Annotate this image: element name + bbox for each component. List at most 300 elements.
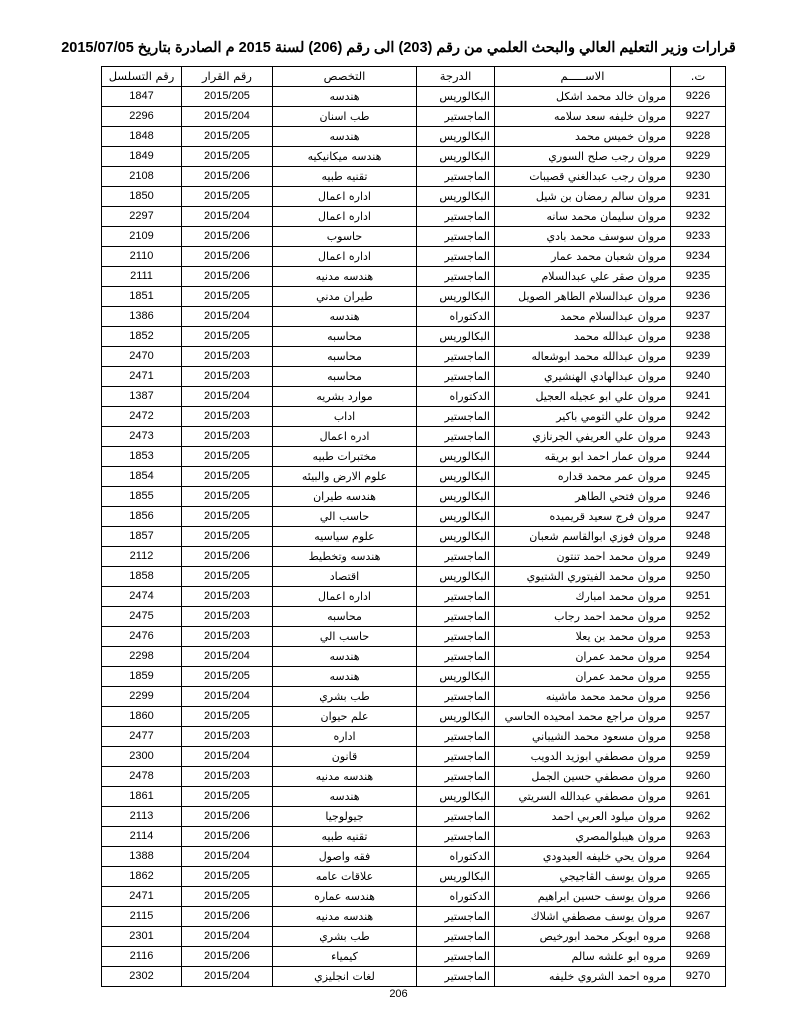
cell-specialization: اداره اعمال [273,247,417,267]
cell-name: مروان علي العريفي الجرنازي [495,427,671,447]
cell-name: مروان خالد محمد اشكل [495,87,671,107]
cell-degree: البكالوريس [417,327,495,347]
cell-serial-number: 1850 [102,187,182,207]
cell-decision-number: 2015/203 [182,367,273,387]
cell-decision-number: 2015/203 [182,407,273,427]
table-row [102,707,726,727]
cell-decision-number: 2015/206 [182,907,273,927]
cell-name: مروان محمد امبارك [495,587,671,607]
cell-specialization: علوم سياسيه [273,527,417,547]
cell-no: 9233 [671,227,726,247]
cell-name: مروان مصطفي عبدالله السريتي [495,787,671,807]
table-row [102,767,726,787]
cell-degree: البكالوريس [417,527,495,547]
cell-decision-number: 2015/205 [182,567,273,587]
cell-serial-number: 2471 [102,367,182,387]
cell-name: مروان رجب عبدالغني قصيبات [495,167,671,187]
cell-specialization: هندسه مدنيه [273,907,417,927]
cell-decision-number: 2015/205 [182,467,273,487]
table-row [102,487,726,507]
cell-no: 9259 [671,747,726,767]
cell-degree: البكالوريس [417,867,495,887]
cell-degree: البكالوريس [417,127,495,147]
cell-degree: الماجستير [417,227,495,247]
cell-specialization: هندسه عماره [273,887,417,907]
cell-name: مروان يوسف حسين ابراهيم [495,887,671,907]
cell-decision-number: 2015/205 [182,507,273,527]
cell-name: مروان عمر محمد قداره [495,467,671,487]
cell-degree: الماجستير [417,547,495,567]
cell-decision-number: 2015/204 [182,107,273,127]
table-row [102,227,726,247]
table-row [102,467,726,487]
cell-decision-number: 2015/204 [182,747,273,767]
cell-serial-number: 2116 [102,947,182,967]
cell-specialization: ادره اعمال [273,427,417,447]
cell-no: 9260 [671,767,726,787]
cell-decision-number: 2015/203 [182,347,273,367]
cell-specialization: حاسب الي [273,507,417,527]
cell-serial-number: 2114 [102,827,182,847]
cell-name: مروان هيبلوالمصري [495,827,671,847]
cell-serial-number: 1853 [102,447,182,467]
cell-decision-number: 2015/206 [182,227,273,247]
table-row [102,607,726,627]
cell-no: 9268 [671,927,726,947]
cell-specialization: طب اسنان [273,107,417,127]
cell-name: مروه ابوبكر محمد ابورخيص [495,927,671,947]
table-row [102,247,726,267]
table-row [102,527,726,547]
cell-serial-number: 1848 [102,127,182,147]
cell-specialization: هندسه [273,87,417,107]
cell-specialization: علاقات عامه [273,867,417,887]
cell-serial-number: 2472 [102,407,182,427]
cell-name: مروان عبدالهادي الهنشيري [495,367,671,387]
cell-name: مروان محمد بن يعلا [495,627,671,647]
cell-no: 9253 [671,627,726,647]
graduates-table [101,66,726,987]
cell-name: مروان محمد احمد رجاب [495,607,671,627]
table-row [102,667,726,687]
cell-specialization: كيمياء [273,947,417,967]
cell-degree: البكالوريس [417,467,495,487]
cell-serial-number: 2112 [102,547,182,567]
cell-degree: الماجستير [417,827,495,847]
cell-name: مروان عبدالسلام الطاهر الصويل [495,287,671,307]
cell-no: 9262 [671,807,726,827]
cell-specialization: محاسبه [273,327,417,347]
cell-specialization: حاسب الي [273,627,417,647]
cell-serial-number: 2111 [102,267,182,287]
cell-name: مروان شعبان محمد عمار [495,247,671,267]
cell-specialization: طيران مدني [273,287,417,307]
cell-decision-number: 2015/205 [182,287,273,307]
cell-serial-number: 1388 [102,847,182,867]
cell-serial-number: 2296 [102,107,182,127]
cell-degree: البكالوريس [417,287,495,307]
cell-serial-number: 2478 [102,767,182,787]
cell-degree: الماجستير [417,607,495,627]
cell-no: 9246 [671,487,726,507]
cell-no: 9269 [671,947,726,967]
cell-name: مروان محمد احمد تنتون [495,547,671,567]
header-no: ت. [671,67,726,87]
table-row [102,287,726,307]
cell-serial-number: 2474 [102,587,182,607]
table-row [102,647,726,667]
cell-specialization: اداره اعمال [273,207,417,227]
cell-specialization: هندسه وتخطيط [273,547,417,567]
cell-degree: البكالوريس [417,487,495,507]
header-serial-number: رقم التسلسل [102,67,182,87]
cell-no: 9258 [671,727,726,747]
cell-decision-number: 2015/203 [182,727,273,747]
cell-degree: الماجستير [417,107,495,127]
cell-specialization: اداب [273,407,417,427]
cell-serial-number: 2299 [102,687,182,707]
table-row [102,507,726,527]
cell-decision-number: 2015/204 [182,647,273,667]
cell-serial-number: 1862 [102,867,182,887]
header-degree: الدرجة [417,67,495,87]
cell-degree: الماجستير [417,587,495,607]
cell-name: مروان علي ابو عجيله العجيل [495,387,671,407]
cell-no: 9267 [671,907,726,927]
table-body [102,87,726,987]
cell-decision-number: 2015/205 [182,327,273,347]
cell-name: مروان صقر علي عبدالسلام [495,267,671,287]
cell-serial-number: 1855 [102,487,182,507]
table-row [102,687,726,707]
cell-name: مروان رجب صلح السوري [495,147,671,167]
cell-no: 9245 [671,467,726,487]
table-row [102,787,726,807]
cell-no: 9257 [671,707,726,727]
cell-degree: الماجستير [417,267,495,287]
cell-degree: البكالوريس [417,507,495,527]
cell-specialization: طب بشري [273,687,417,707]
cell-decision-number: 2015/206 [182,247,273,267]
cell-serial-number: 2297 [102,207,182,227]
cell-serial-number: 1861 [102,787,182,807]
table-row [102,807,726,827]
cell-specialization: محاسبه [273,607,417,627]
cell-specialization: هندسه [273,127,417,147]
table-row [102,267,726,287]
cell-serial-number: 2113 [102,807,182,827]
table-row [102,567,726,587]
cell-no: 9228 [671,127,726,147]
cell-degree: الدكتوراه [417,887,495,907]
header-specialization: التخصص [273,67,417,87]
cell-degree: البكالوريس [417,567,495,587]
cell-decision-number: 2015/205 [182,447,273,467]
table-row [102,627,726,647]
table-row [102,107,726,127]
cell-decision-number: 2015/206 [182,827,273,847]
cell-name: مروان محمد عمران [495,667,671,687]
cell-no: 9236 [671,287,726,307]
table-row [102,587,726,607]
cell-specialization: طب بشري [273,927,417,947]
cell-no: 9261 [671,787,726,807]
cell-decision-number: 2015/205 [182,707,273,727]
table-row [102,727,726,747]
document-title: قرارات وزير التعليم العالي والبحث العلمي من رقم (203) الى رقم (206) لسنة 2015 م الصادرة بتاريخ 2015/07/05 [61,40,736,56]
cell-no: 9240 [671,367,726,387]
cell-degree: الماجستير [417,427,495,447]
cell-no: 9242 [671,407,726,427]
cell-decision-number: 2015/205 [182,187,273,207]
cell-name: مروان ميلود العربي احمد [495,807,671,827]
cell-no: 9250 [671,567,726,587]
cell-name: مروان خميس محمد [495,127,671,147]
cell-specialization: محاسبه [273,347,417,367]
table-row [102,347,726,367]
cell-name: مروان مصطفي ابوزيد الدويب [495,747,671,767]
cell-degree: الماجستير [417,627,495,647]
cell-degree: الدكتوراه [417,387,495,407]
cell-no: 9254 [671,647,726,667]
table-row [102,427,726,447]
cell-specialization: علم حيوان [273,707,417,727]
cell-degree: الدكتوراه [417,307,495,327]
cell-decision-number: 2015/204 [182,967,273,987]
cell-degree: البكالوريس [417,87,495,107]
cell-name: مروان فتحي الطاهر [495,487,671,507]
cell-decision-number: 2015/204 [182,207,273,227]
cell-no: 9230 [671,167,726,187]
cell-degree: الدكتوراه [417,847,495,867]
cell-name: مروان عمار احمد ابو بريقه [495,447,671,467]
cell-no: 9231 [671,187,726,207]
cell-degree: الماجستير [417,687,495,707]
table-row [102,447,726,467]
cell-serial-number: 1854 [102,467,182,487]
cell-name: مروان خليفه سعد سلامه [495,107,671,127]
cell-serial-number: 1852 [102,327,182,347]
header-name: الاســـــم [495,67,671,87]
cell-decision-number: 2015/204 [182,307,273,327]
cell-specialization: هندسه [273,787,417,807]
cell-name: مروان محمد الفيتوري الشتيوي [495,567,671,587]
cell-specialization: محاسبه [273,367,417,387]
cell-decision-number: 2015/206 [182,807,273,827]
cell-name: مروان محمد عمران [495,647,671,667]
cell-decision-number: 2015/205 [182,867,273,887]
cell-no: 9241 [671,387,726,407]
table-row [102,407,726,427]
cell-name: مروان مراجع محمد امحيده الحاسي [495,707,671,727]
table-row [102,387,726,407]
cell-decision-number: 2015/203 [182,767,273,787]
cell-name: مروان مسعود محمد الشيباني [495,727,671,747]
cell-serial-number: 1856 [102,507,182,527]
table-row [102,907,726,927]
cell-name: مروان يوسف مصطفي اشلاك [495,907,671,927]
cell-specialization: هندسه [273,307,417,327]
table-row [102,867,726,887]
cell-degree: الماجستير [417,407,495,427]
table-row [102,167,726,187]
cell-no: 9247 [671,507,726,527]
cell-specialization: هندسه ميكانيكيه [273,147,417,167]
cell-decision-number: 2015/204 [182,847,273,867]
table-row [102,947,726,967]
header-row [102,67,726,87]
table-row [102,847,726,867]
cell-decision-number: 2015/203 [182,627,273,647]
cell-degree: الماجستير [417,647,495,667]
cell-decision-number: 2015/206 [182,947,273,967]
cell-name: مروان سوسف محمد بادي [495,227,671,247]
cell-decision-number: 2015/204 [182,927,273,947]
cell-serial-number: 2477 [102,727,182,747]
cell-no: 9238 [671,327,726,347]
cell-degree: الماجستير [417,247,495,267]
cell-degree: الماجستير [417,807,495,827]
cell-degree: الماجستير [417,947,495,967]
cell-name: مروه احمد الشروي خليفه [495,967,671,987]
table-row [102,747,726,767]
cell-serial-number: 1387 [102,387,182,407]
cell-serial-number: 2115 [102,907,182,927]
table-header [102,67,726,87]
cell-decision-number: 2015/205 [182,127,273,147]
cell-name: مروان فرج سعيد قريميده [495,507,671,527]
cell-serial-number: 1849 [102,147,182,167]
cell-specialization: هندسه مدنيه [273,267,417,287]
cell-degree: الماجستير [417,907,495,927]
page-number: 206 [389,988,408,1000]
cell-serial-number: 1860 [102,707,182,727]
cell-decision-number: 2015/205 [182,87,273,107]
cell-degree: الماجستير [417,367,495,387]
cell-decision-number: 2015/205 [182,787,273,807]
cell-serial-number: 2298 [102,647,182,667]
cell-serial-number: 1386 [102,307,182,327]
cell-decision-number: 2015/206 [182,547,273,567]
cell-serial-number: 2473 [102,427,182,447]
cell-specialization: جيولوجيا [273,807,417,827]
cell-specialization: تقنيه طبيه [273,827,417,847]
cell-specialization: لغات انجليزي [273,967,417,987]
cell-decision-number: 2015/204 [182,387,273,407]
cell-no: 9265 [671,867,726,887]
cell-degree: الماجستير [417,927,495,947]
cell-no: 9243 [671,427,726,447]
cell-degree: الماجستير [417,967,495,987]
cell-serial-number: 2301 [102,927,182,947]
cell-no: 9249 [671,547,726,567]
cell-decision-number: 2015/206 [182,267,273,287]
cell-specialization: اداره [273,727,417,747]
cell-no: 9227 [671,107,726,127]
cell-decision-number: 2015/203 [182,427,273,447]
cell-degree: البكالوريس [417,667,495,687]
cell-degree: البكالوريس [417,147,495,167]
cell-specialization: قانون [273,747,417,767]
cell-degree: الماجستير [417,207,495,227]
table-row [102,187,726,207]
cell-serial-number: 1851 [102,287,182,307]
cell-no: 9264 [671,847,726,867]
cell-specialization: اداره اعمال [273,187,417,207]
cell-name: مروان سالم رمضان بن شيل [495,187,671,207]
table-row [102,147,726,167]
cell-decision-number: 2015/205 [182,887,273,907]
cell-serial-number: 2110 [102,247,182,267]
cell-name: مروه ابو علشه سالم [495,947,671,967]
cell-degree: البكالوريس [417,787,495,807]
cell-no: 9256 [671,687,726,707]
cell-no: 9251 [671,587,726,607]
cell-serial-number: 1859 [102,667,182,687]
table-row [102,127,726,147]
table-row [102,327,726,347]
cell-no: 9252 [671,607,726,627]
cell-decision-number: 2015/205 [182,527,273,547]
cell-specialization: تقنيه طبيه [273,167,417,187]
cell-serial-number: 2476 [102,627,182,647]
cell-specialization: فقه واصول [273,847,417,867]
header-decision-number: رقم القرار [182,67,273,87]
cell-name: مروان عبدالسلام محمد [495,307,671,327]
cell-specialization: حاسوب [273,227,417,247]
cell-specialization: موارد بشريه [273,387,417,407]
cell-specialization: اقتصاد [273,567,417,587]
cell-specialization: هندسه [273,667,417,687]
cell-decision-number: 2015/205 [182,667,273,687]
cell-serial-number: 2300 [102,747,182,767]
cell-serial-number: 2475 [102,607,182,627]
cell-name: مروان عبدالله محمد [495,327,671,347]
cell-no: 9244 [671,447,726,467]
table-row [102,547,726,567]
cell-no: 9232 [671,207,726,227]
cell-name: مروان مصطفي حسين الجمل [495,767,671,787]
cell-degree: الماجستير [417,767,495,787]
cell-degree: الماجستير [417,347,495,367]
cell-decision-number: 2015/204 [182,687,273,707]
table-row [102,967,726,987]
cell-serial-number: 2471 [102,887,182,907]
cell-specialization: هندسه [273,647,417,667]
table-row [102,87,726,107]
cell-serial-number: 2470 [102,347,182,367]
cell-decision-number: 2015/205 [182,487,273,507]
cell-serial-number: 2302 [102,967,182,987]
cell-no: 9237 [671,307,726,327]
cell-specialization: علوم الارض والبيئه [273,467,417,487]
cell-no: 9266 [671,887,726,907]
cell-serial-number: 1847 [102,87,182,107]
cell-degree: الماجستير [417,727,495,747]
cell-no: 9248 [671,527,726,547]
cell-serial-number: 1857 [102,527,182,547]
cell-name: مروان سليمان محمد سانه [495,207,671,227]
cell-no: 9263 [671,827,726,847]
cell-name: مروان فوزي ابوالقاسم شعبان [495,527,671,547]
cell-specialization: اداره اعمال [273,587,417,607]
cell-degree: البكالوريس [417,707,495,727]
cell-decision-number: 2015/206 [182,167,273,187]
cell-name: مروان يوسف القاجيجي [495,867,671,887]
table-row [102,927,726,947]
cell-decision-number: 2015/203 [182,607,273,627]
table-row [102,887,726,907]
